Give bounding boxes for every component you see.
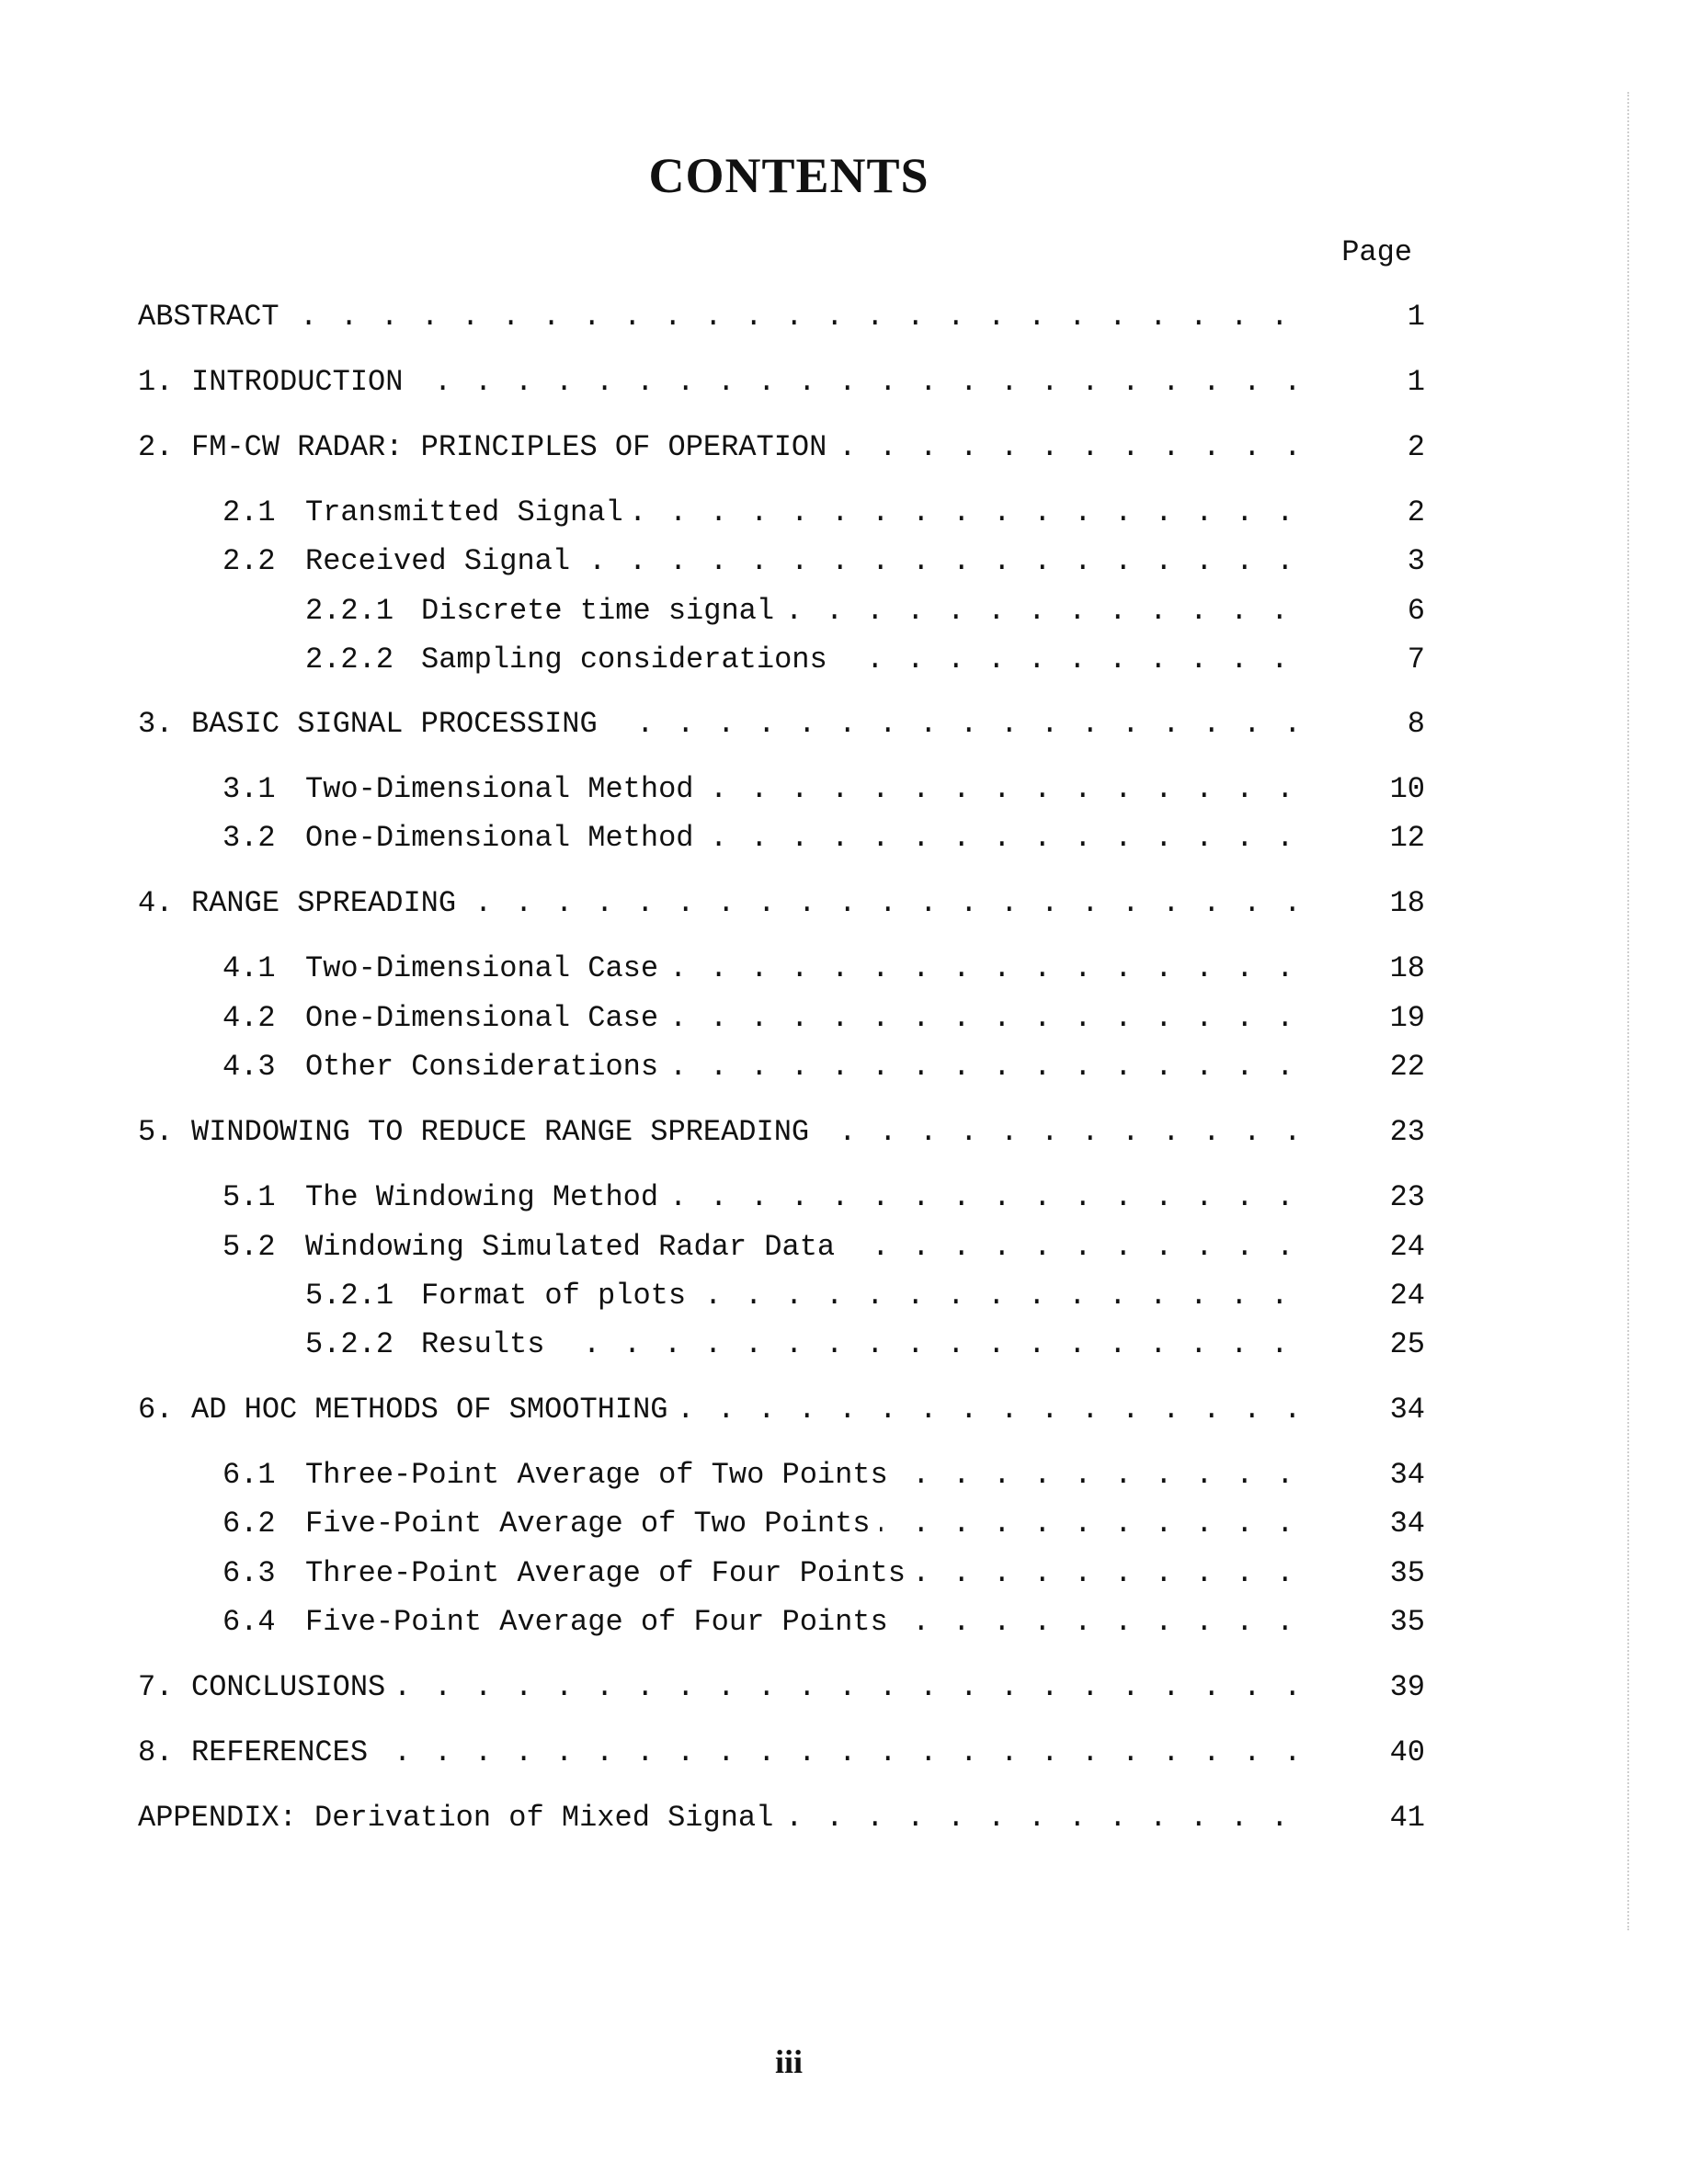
toc-entry-number: 6.3: [222, 1556, 276, 1590]
toc-entry-number: 6.2: [222, 1507, 276, 1541]
page-column-heading: Page: [1341, 235, 1412, 269]
toc-entry-label: ABSTRACT: [138, 300, 289, 334]
toc-entry-received-signal[interactable]: [138, 543, 1425, 580]
toc-entry-label: One-Dimensional Method: [305, 821, 702, 855]
toc-entry-two-dimensional-method[interactable]: [138, 771, 1425, 808]
toc-entry-page: 2: [1407, 430, 1425, 464]
page-number-footer: iii: [774, 2043, 803, 2080]
toc-entry-page: 34: [1389, 1507, 1425, 1541]
toc-entry-number: 5.2: [222, 1230, 276, 1264]
toc-entry-windowing[interactable]: [138, 1114, 1425, 1151]
toc-entry-number: 6.1: [222, 1458, 276, 1492]
toc-entry-page: 35: [1389, 1605, 1425, 1639]
toc-entry-basic-signal-processing[interactable]: [138, 706, 1425, 743]
toc-entry-label: Two-Dimensional Case: [305, 951, 667, 985]
toc-entry-number: 5.2.1: [305, 1279, 394, 1313]
table-of-contents: [138, 0, 1425, 2184]
toc-entry-page: 1: [1407, 365, 1425, 399]
toc-entry-other-considerations[interactable]: [138, 1049, 1425, 1086]
toc-entry-number: 4.2: [222, 1001, 276, 1035]
toc-entry-number: 7.: [138, 1670, 174, 1704]
toc-entry-number: 2.2.1: [305, 594, 394, 628]
toc-entry-label: CONCLUSIONS: [191, 1670, 394, 1704]
toc-entry-label: REFERENCES: [191, 1735, 377, 1769]
toc-entry-label: Five-Point Average of Four Points: [305, 1605, 897, 1639]
toc-entry-number: 2.1: [222, 495, 276, 529]
toc-entry-ad-hoc-smoothing[interactable]: [138, 1392, 1425, 1428]
toc-entry-number: 4.: [138, 886, 174, 920]
toc-entry-number: 3.2: [222, 821, 276, 855]
toc-entry-page: 1: [1407, 300, 1425, 334]
toc-entry-page: 23: [1389, 1180, 1425, 1214]
toc-entry-page: 25: [1389, 1327, 1425, 1361]
toc-entry-number: 1.: [138, 365, 174, 399]
toc-entry-label: WINDOWING TO REDUCE RANGE SPREADING: [191, 1115, 818, 1149]
contents-title: CONTENTS: [648, 148, 930, 203]
toc-entry-abstract[interactable]: [138, 299, 1425, 336]
toc-entry-page: 41: [1389, 1801, 1425, 1835]
toc-entry-label: The Windowing Method: [305, 1180, 667, 1214]
toc-entry-page: 6: [1407, 594, 1425, 628]
toc-entry-page: 18: [1389, 886, 1425, 920]
toc-entry-label: INTRODUCTION: [191, 365, 412, 399]
toc-entry-label: Discrete time signal: [421, 594, 783, 628]
toc-entry-label: RANGE SPREADING: [191, 886, 465, 920]
toc-entry-label: BASIC SIGNAL PROCESSING: [191, 707, 607, 741]
toc-entry-number: 2.2.2: [305, 643, 394, 677]
toc-entry-three-point-two[interactable]: [138, 1457, 1425, 1494]
toc-entry-page: 24: [1389, 1279, 1425, 1313]
toc-entry-page: 34: [1389, 1458, 1425, 1492]
toc-entry-page: 7: [1407, 643, 1425, 677]
toc-entry-three-point-four[interactable]: [138, 1555, 1425, 1592]
toc-entry-page: 22: [1389, 1050, 1425, 1084]
toc-entry-label: AD HOC METHODS OF SMOOTHING: [191, 1393, 677, 1427]
toc-entry-label: Received Signal: [305, 544, 579, 578]
toc-entry-number: 2.2: [222, 544, 276, 578]
toc-entry-appendix[interactable]: [138, 1800, 1425, 1837]
toc-entry-five-point-four[interactable]: [138, 1604, 1425, 1641]
toc-entry-label: Three-Point Average of Four Points: [305, 1556, 915, 1590]
toc-entry-page: 18: [1389, 951, 1425, 985]
toc-entry-one-dimensional-method[interactable]: [138, 820, 1425, 857]
toc-entry-page: 40: [1389, 1735, 1425, 1769]
toc-entry-number: 3.1: [222, 772, 276, 806]
toc-entry-number: 5.1: [222, 1180, 276, 1214]
toc-entry-label: Five-Point Average of Two Points: [305, 1507, 880, 1541]
toc-entry-number: 3.: [138, 707, 174, 741]
toc-entry-page: 12: [1389, 821, 1425, 855]
toc-entry-label: Transmitted Signal: [305, 495, 633, 529]
toc-entry-number: 8.: [138, 1735, 174, 1769]
toc-entry-number: 4.3: [222, 1050, 276, 1084]
toc-entry-label: One-Dimensional Case: [305, 1001, 667, 1035]
toc-entry-two-dimensional-case[interactable]: [138, 950, 1425, 987]
toc-entry-introduction[interactable]: [138, 364, 1425, 401]
toc-entry-label: FM-CW RADAR: PRINCIPLES OF OPERATION: [191, 430, 836, 464]
toc-entry-five-point-two[interactable]: [138, 1506, 1425, 1542]
toc-entry-fmcw-radar[interactable]: [138, 429, 1425, 466]
toc-entry-label: Sampling considerations: [421, 643, 837, 677]
toc-entry-page: 23: [1389, 1115, 1425, 1149]
toc-entry-transmitted-signal[interactable]: [138, 495, 1425, 531]
toc-entry-sampling-considerations[interactable]: [138, 642, 1425, 678]
toc-entry-number: 5.2.2: [305, 1327, 394, 1361]
toc-entry-label: Two-Dimensional Method: [305, 772, 702, 806]
toc-entry-page: 39: [1389, 1670, 1425, 1704]
toc-entry-page: 10: [1389, 772, 1425, 806]
toc-entry-label: APPENDIX: Derivation of Mixed Signal: [138, 1801, 782, 1835]
toc-entry-label: Three-Point Average of Two Points: [305, 1458, 897, 1492]
toc-entry-number: 6.: [138, 1393, 174, 1427]
toc-entry-page: 35: [1389, 1556, 1425, 1590]
toc-entry-number: 5.: [138, 1115, 174, 1149]
toc-entry-discrete-time-signal[interactable]: [138, 593, 1425, 630]
toc-entry-label: Format of plots: [421, 1279, 695, 1313]
toc-entry-results[interactable]: [138, 1326, 1425, 1363]
toc-entry-page: 34: [1389, 1393, 1425, 1427]
toc-entry-number: 4.1: [222, 951, 276, 985]
scan-margin-dots: [1627, 92, 1635, 1930]
toc-entry-page: 19: [1389, 1001, 1425, 1035]
toc-entry-range-spreading[interactable]: [138, 885, 1425, 922]
toc-entry-one-dimensional-case[interactable]: [138, 1000, 1425, 1037]
toc-entry-format-of-plots[interactable]: [138, 1278, 1425, 1314]
toc-entry-number: 2.: [138, 430, 174, 464]
toc-entry-number: 6.4: [222, 1605, 276, 1639]
toc-entry-page: 24: [1389, 1230, 1425, 1264]
toc-entry-label: Other Considerations: [305, 1050, 667, 1084]
toc-entry-label: Results: [421, 1327, 553, 1361]
toc-entry-references[interactable]: [138, 1735, 1425, 1771]
toc-entry-page: 3: [1407, 544, 1425, 578]
toc-entry-label: Windowing Simulated Radar Data: [305, 1230, 844, 1264]
toc-entry-windowing-simulated-data[interactable]: [138, 1229, 1425, 1266]
toc-entry-conclusions[interactable]: [138, 1669, 1425, 1706]
toc-entry-page: 8: [1407, 707, 1425, 741]
toc-entry-windowing-method[interactable]: [138, 1179, 1425, 1216]
toc-entry-page: 2: [1407, 495, 1425, 529]
